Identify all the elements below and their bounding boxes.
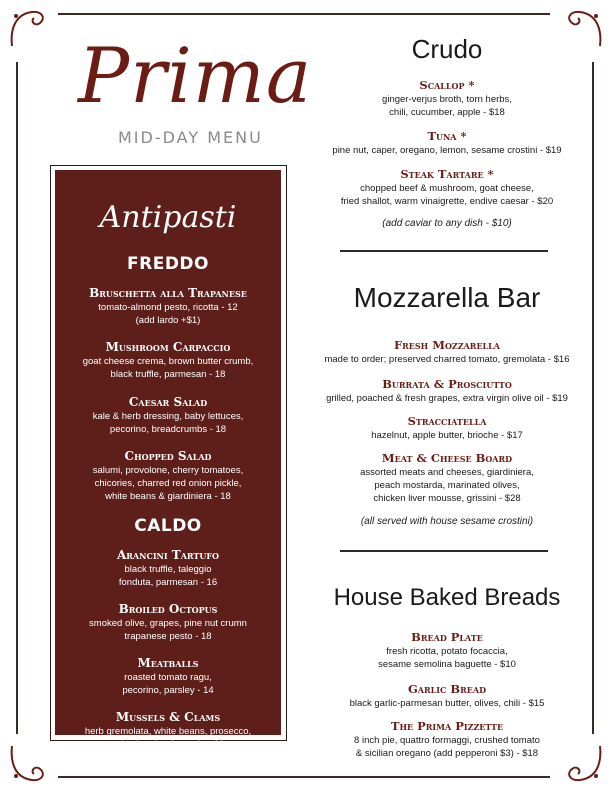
menu-item	[312, 451, 582, 505]
item-desc: pine nut, caper, oregano, lemon, sesame crostini - $19	[332, 145, 562, 156]
menu-item	[55, 602, 281, 643]
item-desc: black truffle, taleggio	[124, 564, 212, 575]
item-name: The Prima Pizzette	[390, 719, 504, 733]
frame-left-line	[16, 62, 18, 734]
logo-wordmark: Prima	[78, 31, 313, 120]
item-name: Caesar Salad	[128, 395, 208, 409]
item-name: Steak Tartare *	[400, 167, 494, 181]
item-desc: fonduta, parmesan - 16	[118, 577, 218, 588]
item-name: Bread Plate	[411, 630, 483, 644]
menu-item	[55, 340, 281, 381]
item-desc: fried shallot, warm vinaigrette, endive caesar - $20	[340, 196, 554, 207]
menu-item	[312, 719, 582, 760]
item-name: Mussels & Clams	[115, 710, 221, 724]
menu-item	[55, 548, 281, 589]
menu-item	[312, 167, 582, 208]
item-desc: black truffle, parmesan - 18	[110, 369, 226, 380]
item-desc: salumi, provolone, cherry tomatoes,	[92, 465, 244, 476]
item-desc: kale & herb dressing, baby lettuces,	[92, 411, 244, 422]
antipasti-panel	[55, 170, 281, 750]
item-desc: roasted tomato ragu,	[124, 672, 212, 683]
item-desc: peach mostarda, marinated olives,	[374, 480, 520, 491]
mozzarella-title: Mozzarella Bar	[353, 282, 541, 313]
item-desc: 8 inch pie, quattro formaggi, crushed tomato	[354, 735, 540, 746]
item-desc: tomato-almond pesto, ricotta - 12	[98, 302, 238, 313]
menu-item	[312, 338, 582, 366]
item-name: Scallop *	[419, 78, 475, 92]
item-desc: goat cheese crema, brown butter crumb,	[82, 356, 254, 367]
menu-item	[312, 682, 582, 710]
item-desc: (add lardo +$1)	[135, 315, 201, 326]
frame-top-line	[58, 13, 550, 15]
item-desc: & sicilian oregano (add pepperoni $3) - $18	[355, 748, 539, 759]
menu-item	[312, 630, 582, 671]
item-desc: smoked olive, grapes, pine nut crumn	[89, 618, 247, 629]
swirl-ornament-icon	[6, 6, 50, 50]
item-name: Meatballs	[137, 656, 199, 670]
logo	[78, 30, 313, 150]
item-name: Fresh Mozzarella	[393, 338, 501, 352]
item-desc: chopped beef & mushroom, goat cheese,	[360, 183, 534, 194]
item-desc: chicken liver mousse, grissini - $28	[373, 493, 521, 504]
item-name: Burrata & Prosciutto	[382, 377, 512, 391]
item-desc: chicories, charred red onion pickle,	[94, 478, 242, 489]
menu-item	[312, 78, 582, 119]
item-name: Garlic Bread	[407, 682, 487, 696]
frame-bottom-line	[58, 776, 550, 778]
item-desc: pecorino, breadcrumbs - 18	[109, 424, 227, 435]
caldo-heading: CALDO	[134, 516, 202, 536]
item-name: Tuna *	[427, 129, 467, 143]
item-desc: salsa bomba, focaccia - 21	[111, 739, 225, 750]
menu-subtitle: MID-DAY MENU	[118, 128, 263, 147]
item-desc: white beans & giardiniera - 18	[105, 491, 231, 502]
menu-item	[55, 286, 281, 327]
item-desc: grilled, poached & fresh grapes, extra virgin olive oil - $19	[326, 393, 568, 404]
item-desc: ginger-verjus broth, torn herbs,	[382, 94, 512, 105]
item-name: Broiled Octopus	[118, 602, 218, 616]
crudo-title: Crudo	[411, 34, 483, 64]
menu-item	[55, 395, 281, 436]
item-name: Bruschetta alla Trapanese	[89, 286, 247, 300]
item-desc: chili, cucumber, apple - $18	[389, 107, 505, 118]
crudo-note: (add caviar to any dish - $10)	[382, 218, 512, 229]
menu-item	[55, 449, 281, 503]
menu-item	[312, 414, 582, 442]
item-name: Mushroom Carpaccio	[105, 340, 231, 354]
item-name: Meat & Cheese Board	[381, 451, 513, 465]
menu-item	[55, 710, 281, 751]
swirl-ornament-icon	[6, 742, 50, 786]
menu-item	[312, 129, 582, 157]
breads-title: House Baked Breads	[333, 584, 561, 611]
item-name: Chopped Salad	[124, 449, 212, 463]
frame-right-line	[592, 62, 594, 734]
antipasti-title: Antipasti	[99, 200, 237, 235]
item-desc: hazelnut, apple butter, brioche - $17	[371, 430, 523, 441]
item-name: Arancini Tartufo	[116, 548, 220, 562]
section-divider	[340, 550, 548, 552]
menu-item	[312, 377, 582, 405]
menu-item	[55, 656, 281, 697]
mozzarella-note: (all served with house sesame crostini)	[360, 516, 534, 527]
section-divider	[340, 250, 548, 252]
item-desc: herb gremolata, white beans, prosecco,	[84, 726, 252, 737]
item-name: Stracciatella	[407, 414, 487, 428]
item-desc: sesame semolina baguette - $10	[378, 659, 516, 670]
item-desc: made to order; preserved charred tomato, gremolata - $16	[324, 354, 570, 365]
item-desc: black garlic-parmesan butter, olives, chili - $15	[349, 698, 545, 709]
item-desc: trapanese pesto - 18	[124, 631, 212, 642]
freddo-heading: FREDDO	[127, 254, 209, 274]
item-desc: fresh ricotta, potato focaccia,	[386, 646, 508, 657]
item-desc: pecorino, parsley - 14	[122, 685, 214, 696]
item-desc: assorted meats and cheeses, giardiniera,	[360, 467, 534, 478]
